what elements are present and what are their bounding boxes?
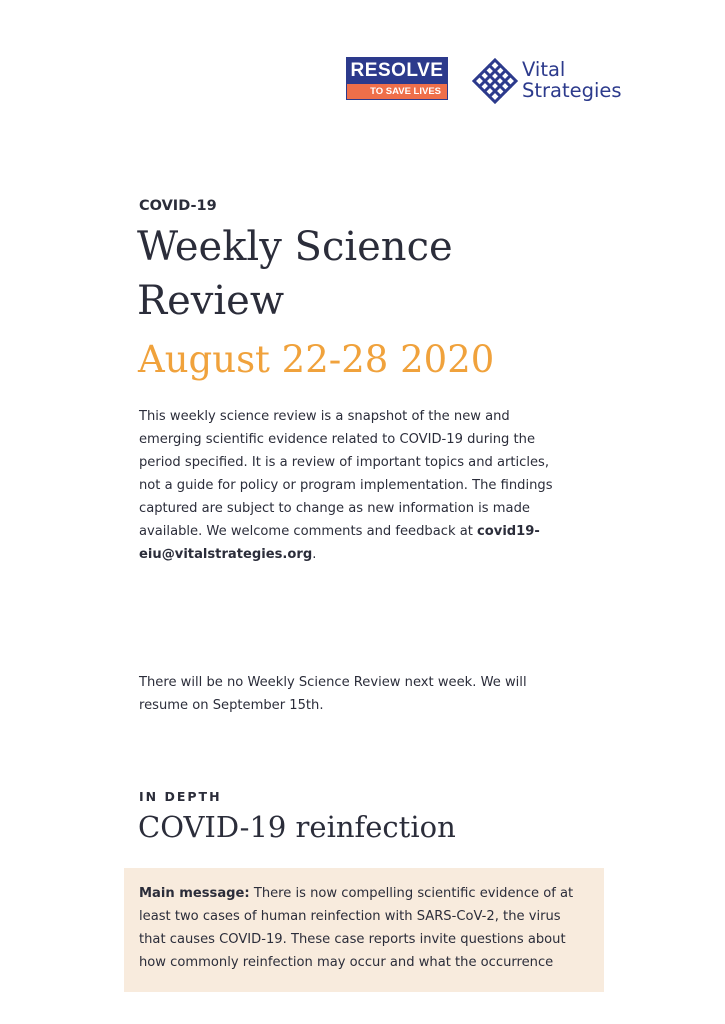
feedback-email: covid19-eiu@vitalstrategies.org xyxy=(139,524,540,562)
document-title-line1: Weekly Science xyxy=(137,224,453,270)
intro-end: . xyxy=(312,547,317,562)
vital-strategies-line1: Vital xyxy=(522,58,566,81)
partner-logos xyxy=(344,55,634,105)
main-message-label: Main message: xyxy=(139,886,250,901)
main-message-body: There is now compelling scientific evidence of at least two cases of human reinfection with SARS-CoV-2, the virus that causes COVID-19. These case reports invite questions about how commonly reinfection may occur and what the occurrence xyxy=(139,886,574,970)
resolve-logo-wordmark: RESOLVE xyxy=(346,57,448,84)
document-title xyxy=(137,220,557,328)
resolve-to-save-lives-logo xyxy=(346,57,448,101)
schedule-notice: There will be no Weekly Science Review next week. We will resume on September 15th. xyxy=(139,675,527,713)
vital-strategies-wordmark xyxy=(522,59,622,101)
document-title-line2: Review xyxy=(137,278,285,324)
review-date-range: August 22-28 2020 xyxy=(138,338,495,381)
intro-paragraph xyxy=(139,405,569,566)
vital-strategies-line2: Strategies xyxy=(522,79,622,102)
section-eyebrow: IN DEPTH xyxy=(139,789,222,804)
main-message-text xyxy=(139,882,591,974)
main-message-callout xyxy=(124,868,604,992)
intro-text: This weekly science review is a snapshot of the new and emerging scientific evidence related to COVID-19 during the period specified. It is a review of important topics and articles, not a guide for policy or program implementation. The findings captured are subject to change as new information is made available. We welcome comments and feedback at xyxy=(139,409,553,539)
resolve-logo-tagline: TO SAVE LIVES xyxy=(346,84,448,100)
section-title: COVID-19 reinfection xyxy=(138,810,456,844)
document-eyebrow: COVID-19 xyxy=(139,198,217,214)
vital-strategies-mark-icon xyxy=(472,58,518,104)
